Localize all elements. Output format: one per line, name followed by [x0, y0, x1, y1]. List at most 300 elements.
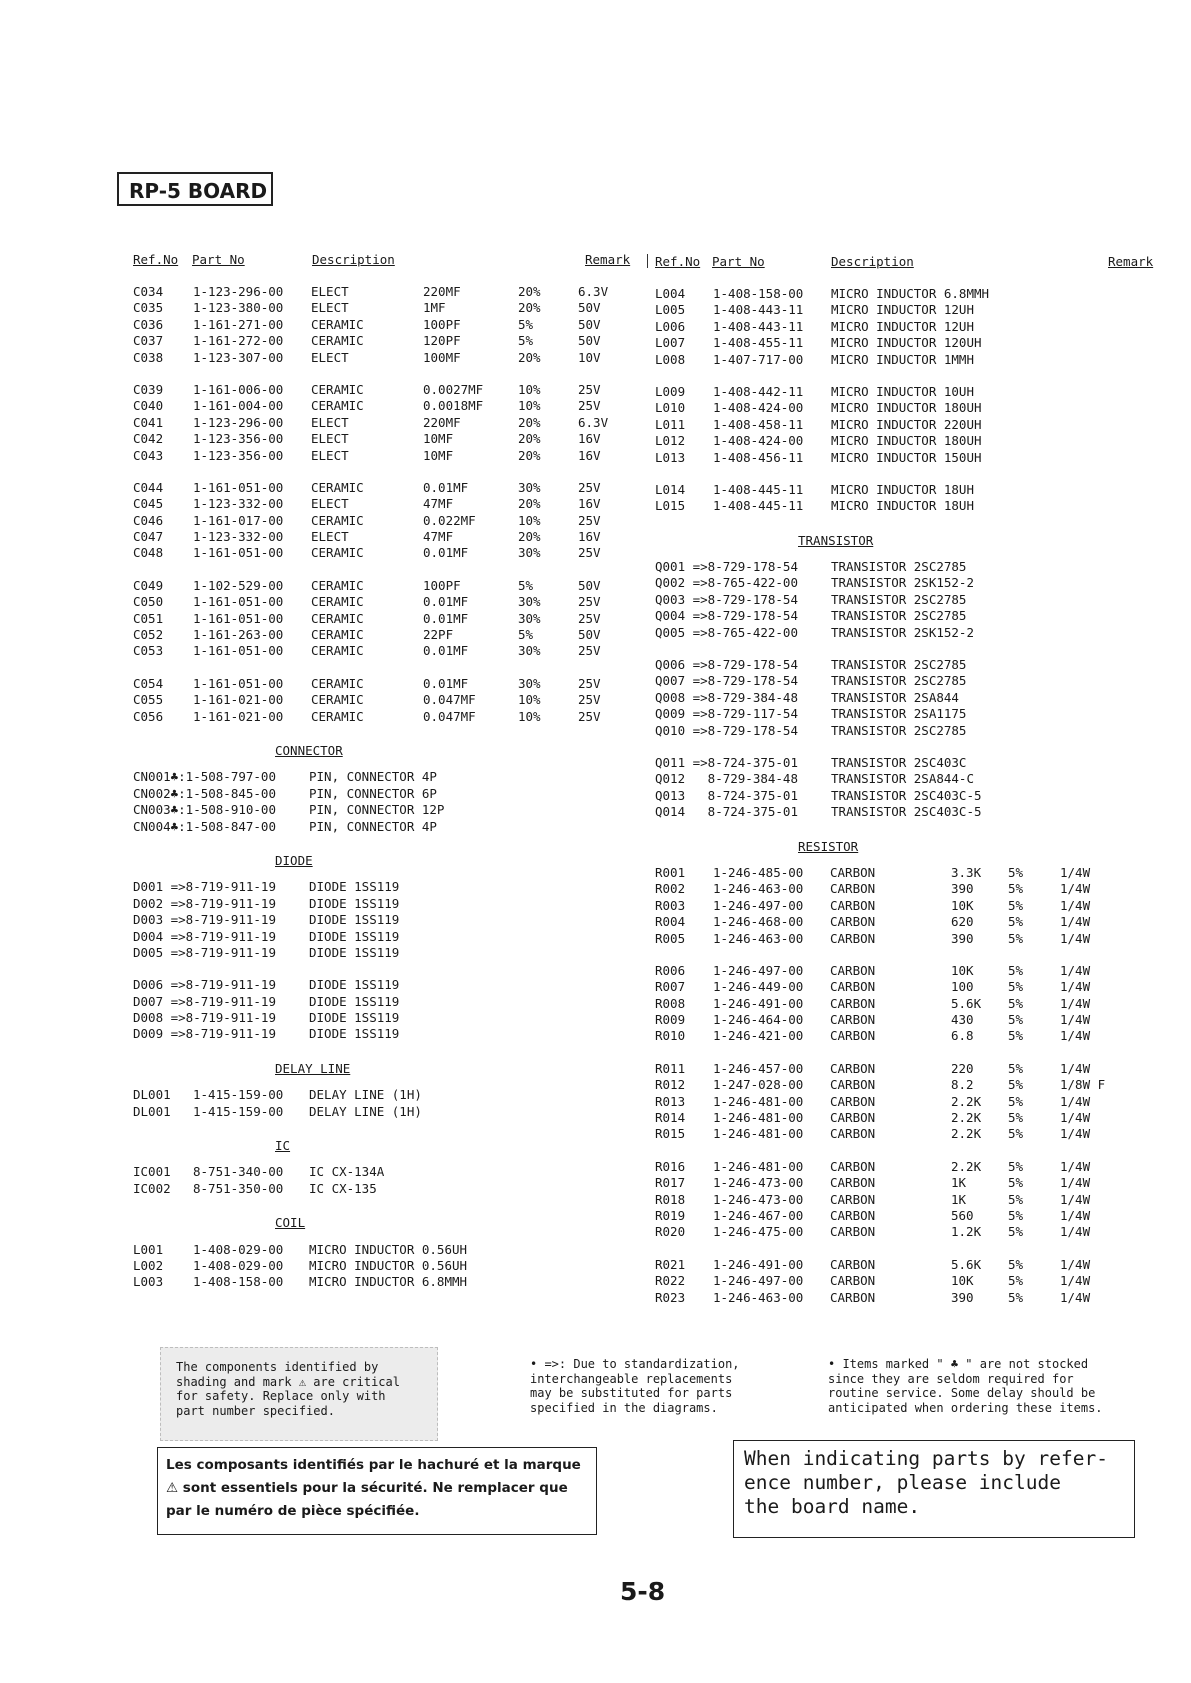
cell: CARBON — [830, 1012, 876, 1028]
cell: CERAMIC — [311, 594, 364, 610]
cell: CARBON — [830, 1093, 876, 1109]
cell: DIODE 1SS119 — [309, 879, 400, 895]
resistor-row — [655, 1110, 1155, 1126]
resistor-row — [655, 1208, 1155, 1224]
group-gap — [655, 947, 1155, 963]
cell: 16V — [578, 496, 601, 512]
cell: 390 — [951, 930, 974, 946]
cell: CARBON — [830, 897, 876, 913]
cell: C045 — [133, 496, 164, 512]
cell: 1-161-051-00 — [193, 675, 284, 691]
standardization-note: • =>: Due to standardization, interchangeable replacements may be substituted for parts specified in the diagrams. — [530, 1357, 740, 1415]
cell: DIODE 1SS119 — [309, 944, 400, 960]
cell: 5% — [1008, 1273, 1024, 1289]
cell: 8-751-340-00 — [193, 1164, 284, 1180]
diode-title — [133, 853, 643, 869]
cell: 1/4W — [1060, 881, 1091, 897]
cell: 5% — [1008, 1093, 1024, 1109]
cell: 1-408-456-11 — [713, 449, 804, 465]
cell: ELECT — [311, 496, 349, 512]
cell: 47MF — [423, 496, 454, 512]
capacitor-row — [133, 300, 643, 316]
cell: CARBON — [830, 1158, 876, 1174]
cell: 20% — [518, 496, 541, 512]
cell: 10% — [518, 381, 541, 397]
cell: R006 — [655, 962, 686, 978]
cell: 30% — [518, 610, 541, 626]
cell: 0.0027MF — [423, 381, 484, 397]
cell: TRANSISTOR 2SC2785 — [831, 591, 967, 607]
group-gap — [133, 961, 643, 977]
cell: L015 — [655, 498, 686, 514]
cell: MICRO INDUCTOR 12UH — [831, 302, 974, 318]
group-gap — [655, 1241, 1155, 1257]
group-gap — [655, 821, 1155, 837]
cell: 5% — [1008, 995, 1024, 1011]
resistor-row — [655, 1061, 1155, 1077]
cell: 1-161-051-00 — [193, 479, 284, 495]
resistor-row — [655, 979, 1155, 995]
connector-row — [133, 802, 643, 818]
cell: 30% — [518, 643, 541, 659]
cell: 20% — [518, 431, 541, 447]
cell: MICRO INDUCTOR 120UH — [831, 335, 982, 351]
cell: 1-246-473-00 — [713, 1175, 804, 1191]
delay-line-title-label: DELAY LINE — [275, 1060, 351, 1076]
cell: 10K — [951, 1273, 974, 1289]
cell: 50V — [578, 577, 601, 593]
cell: CARBON — [830, 1289, 876, 1305]
cell: L003 — [133, 1274, 164, 1290]
cell: 1-161-051-00 — [193, 643, 284, 659]
cell: C048 — [133, 545, 164, 561]
cell: Q004 =>8-729-178-54 — [655, 608, 798, 624]
cell: IC001 — [133, 1164, 171, 1180]
cell: 2.2K — [951, 1110, 982, 1126]
cell: MICRO INDUCTOR 6.8MMH — [309, 1274, 468, 1290]
cell: C034 — [133, 284, 164, 299]
cell: R009 — [655, 1012, 686, 1028]
cell: R011 — [655, 1060, 686, 1076]
cell: 2.2K — [951, 1126, 982, 1142]
cell: 10MF — [423, 447, 454, 463]
resistor-row — [655, 1012, 1155, 1028]
header-ref: Ref.No — [655, 254, 701, 269]
capacitor-row — [133, 333, 643, 349]
column-divider — [647, 254, 648, 268]
resistor-row — [655, 914, 1155, 930]
group-gap — [655, 1143, 1155, 1159]
cell: C050 — [133, 594, 164, 610]
cell: 1-246-463-00 — [713, 930, 804, 946]
cell: DIODE 1SS119 — [309, 993, 400, 1009]
cell: 1/4W — [1060, 1207, 1091, 1223]
cell: 1-246-421-00 — [713, 1028, 804, 1044]
transistor-row — [655, 657, 1155, 673]
cell: 1/4W — [1060, 1110, 1091, 1126]
board-title: RP-5 BOARD — [117, 172, 273, 206]
capacitor-row — [133, 398, 643, 414]
cell: R019 — [655, 1207, 686, 1223]
capacitor-row — [133, 627, 643, 643]
cell: 0.01MF — [423, 643, 469, 659]
cell: DL001 — [133, 1087, 171, 1103]
resistor-row — [655, 865, 1155, 881]
header-description: Description — [312, 252, 395, 267]
header-ref: Ref.No — [133, 252, 179, 267]
cell: C047 — [133, 529, 164, 545]
cell: MICRO INDUCTOR 6.8MMH — [831, 286, 990, 301]
connector-row — [133, 769, 643, 785]
cell: 8.2 — [951, 1077, 974, 1093]
cell: 1-161-017-00 — [193, 512, 284, 528]
cell: R007 — [655, 979, 686, 995]
transistor-row — [655, 706, 1155, 722]
cell: 25V — [578, 708, 601, 724]
cell: C037 — [133, 333, 164, 349]
cell: 1-246-457-00 — [713, 1060, 804, 1076]
transistor-title-label: TRANSISTOR — [798, 532, 874, 548]
cell: D005 =>8-719-911-19 — [133, 944, 276, 960]
group-gap — [133, 1043, 643, 1059]
connector-title — [133, 743, 643, 759]
resistor-row — [655, 1192, 1155, 1208]
cell: MICRO INDUCTOR 0.56UH — [309, 1241, 468, 1257]
cell: DELAY LINE (1H) — [309, 1103, 422, 1119]
cell: 10K — [951, 962, 974, 978]
resistor-row — [655, 1094, 1155, 1110]
cell: 1-161-271-00 — [193, 316, 284, 332]
cell: L006 — [655, 318, 686, 334]
cell: 100PF — [423, 316, 461, 332]
cell: 1-408-443-11 — [713, 318, 804, 334]
cell: ELECT — [311, 447, 349, 463]
cell: L014 — [655, 481, 686, 497]
delay-line-row — [133, 1087, 643, 1103]
cell: 1-407-717-00 — [713, 351, 804, 367]
cell: ELECT — [311, 431, 349, 447]
diode-title-label: DIODE — [275, 852, 313, 868]
cell: 1-123-307-00 — [193, 349, 284, 365]
cell: 10K — [951, 897, 974, 913]
cell: 50V — [578, 627, 601, 643]
group-gap — [133, 1197, 643, 1213]
cell: CARBON — [830, 1207, 876, 1223]
coil-title — [133, 1215, 643, 1231]
cell: Q007 =>8-729-178-54 — [655, 673, 798, 689]
cell: L005 — [655, 302, 686, 318]
cell: 5% — [1008, 930, 1024, 946]
cell: 1-161-272-00 — [193, 333, 284, 349]
cell: R016 — [655, 1158, 686, 1174]
header-remark: Remark — [1108, 254, 1154, 269]
cell: 1-123-356-00 — [193, 431, 284, 447]
cell: 1-246-464-00 — [713, 1012, 804, 1028]
capacitor-row — [133, 284, 643, 300]
diode-row — [133, 994, 643, 1010]
cell: 1-123-356-00 — [193, 447, 284, 463]
cell: CARBON — [830, 979, 876, 995]
cell: 1/4W — [1060, 864, 1091, 880]
delay-line-row — [133, 1104, 643, 1120]
cell: 22PF — [423, 627, 454, 643]
cell: 430 — [951, 1012, 974, 1028]
cell: 0.047MF — [423, 708, 476, 724]
cell: 1-123-332-00 — [193, 529, 284, 545]
cell: R023 — [655, 1289, 686, 1305]
cell: 1-408-029-00 — [193, 1241, 284, 1257]
cell: R020 — [655, 1224, 686, 1240]
cell: TRANSISTOR 2SA844-C — [831, 771, 974, 787]
cell: CN002♣:1-508-845-00 — [133, 785, 276, 801]
cell: 1/4W — [1060, 1191, 1091, 1207]
cell: 1/4W — [1060, 995, 1091, 1011]
group-gap — [655, 641, 1155, 657]
cell: PIN, CONNECTOR 4P — [309, 818, 437, 834]
cell: 1-415-159-00 — [193, 1103, 284, 1119]
transistor-row — [655, 625, 1155, 641]
cell: TRANSISTOR 2SC2785 — [831, 559, 967, 575]
cell: Q006 =>8-729-178-54 — [655, 657, 798, 673]
cell: 20% — [518, 284, 541, 299]
french-safety-note: Les composants identifiés par le hachuré et la marque ⚠ sont essentiels pour la sécurité. Ne remplacer que par le numéro de pièce spécifiée. — [157, 1447, 597, 1535]
right-parts-column — [655, 254, 1155, 1306]
header-description: Description — [831, 254, 914, 269]
cell: 220 — [951, 1060, 974, 1076]
cell: C055 — [133, 692, 164, 708]
cell: 100MF — [423, 349, 461, 365]
cell: CARBON — [830, 995, 876, 1011]
cell: ELECT — [311, 349, 349, 365]
cell: C049 — [133, 577, 164, 593]
capacitor-row — [133, 415, 643, 431]
cell: DIODE 1SS119 — [309, 912, 400, 928]
cell: L012 — [655, 433, 686, 449]
cell: TRANSISTOR 2SC403C-5 — [831, 787, 982, 803]
cell: L010 — [655, 400, 686, 416]
cell: 5% — [1008, 881, 1024, 897]
cell: L009 — [655, 383, 686, 399]
capacitor-row — [133, 643, 643, 659]
capacitor-row — [133, 676, 643, 692]
cell: 25V — [578, 479, 601, 495]
resistor-row — [655, 1273, 1155, 1289]
cell: 5% — [1008, 1191, 1024, 1207]
cell: DIODE 1SS119 — [309, 928, 400, 944]
cell: C053 — [133, 643, 164, 659]
cell: 20% — [518, 414, 541, 430]
resistor-row — [655, 1224, 1155, 1240]
cell: 6.8 — [951, 1028, 974, 1044]
cell: 1-246-485-00 — [713, 864, 804, 880]
cell: 16V — [578, 447, 601, 463]
cell: CARBON — [830, 1110, 876, 1126]
cell: Q001 =>8-729-178-54 — [655, 559, 798, 575]
group-gap — [655, 739, 1155, 755]
cell: L002 — [133, 1257, 164, 1273]
cell: C046 — [133, 512, 164, 528]
ic-row — [133, 1181, 643, 1197]
stock-note: • Items marked " ♣ " are not stocked since they are seldom required for routine service. Some delay should be anticipated when ordering these items. — [828, 1357, 1103, 1415]
resistor-title — [655, 839, 1155, 855]
cell: 0.0018MF — [423, 398, 484, 414]
cell: 1-123-296-00 — [193, 414, 284, 430]
cell: 5% — [1008, 914, 1024, 930]
group-gap — [133, 562, 643, 578]
cell: 25V — [578, 398, 601, 414]
cell: 1-246-497-00 — [713, 962, 804, 978]
cell: 2.2K — [951, 1158, 982, 1174]
cell: 1/4W — [1060, 1224, 1091, 1240]
cell: CARBON — [830, 914, 876, 930]
transistor-title — [655, 533, 1155, 549]
cell: 0.01MF — [423, 610, 469, 626]
inductor-row — [655, 400, 1155, 416]
diode-row — [133, 977, 643, 993]
cell: MICRO INDUCTOR 0.56UH — [309, 1257, 468, 1273]
cell: R010 — [655, 1028, 686, 1044]
cell: CERAMIC — [311, 512, 364, 528]
resistor-row — [655, 931, 1155, 947]
cell: TRANSISTOR 2SC2785 — [831, 608, 967, 624]
cell: IC002 — [133, 1180, 171, 1196]
connector-row — [133, 819, 643, 835]
cell: 1-246-497-00 — [713, 1273, 804, 1289]
cell: 1-246-473-00 — [713, 1191, 804, 1207]
cell: CARBON — [830, 1273, 876, 1289]
cell: 1-161-051-00 — [193, 610, 284, 626]
capacitor-row — [133, 709, 643, 725]
resistor-row — [655, 1175, 1155, 1191]
cell: C054 — [133, 675, 164, 691]
cell: D008 =>8-719-911-19 — [133, 1010, 276, 1026]
board-name-note: When indicating parts by refer- ence number, please include the board name. — [733, 1440, 1135, 1538]
cell: D004 =>8-719-911-19 — [133, 928, 276, 944]
cell: 1-161-006-00 — [193, 381, 284, 397]
cell: D003 =>8-719-911-19 — [133, 912, 276, 928]
inductor-row — [655, 319, 1155, 335]
ic-row — [133, 1164, 643, 1180]
cell: CARBON — [830, 881, 876, 897]
cell: 1-161-021-00 — [193, 708, 284, 724]
cell: 1-246-481-00 — [713, 1126, 804, 1142]
cell: CARBON — [830, 930, 876, 946]
cell: 5% — [1008, 1028, 1024, 1044]
cell: 1-123-380-00 — [193, 300, 284, 316]
cell: 1/4W — [1060, 962, 1091, 978]
cell: 1/4W — [1060, 979, 1091, 995]
cell: 220MF — [423, 414, 461, 430]
cell: 20% — [518, 529, 541, 545]
cell: CERAMIC — [311, 545, 364, 561]
cell: 25V — [578, 675, 601, 691]
cell: 1/4W — [1060, 1273, 1091, 1289]
cell: D007 =>8-719-911-19 — [133, 993, 276, 1009]
cell: 1-408-458-11 — [713, 416, 804, 432]
transistor-row — [655, 771, 1155, 787]
cell: 5% — [518, 316, 534, 332]
safety-note: The components identified by shading and mark ⚠ are critical for safety. Replace only with part number specified. — [160, 1347, 438, 1441]
cell: C043 — [133, 447, 164, 463]
transistor-row — [655, 788, 1155, 804]
cell: DELAY LINE (1H) — [309, 1087, 422, 1103]
cell: 5% — [1008, 1207, 1024, 1223]
cell: 1/8W F — [1060, 1077, 1106, 1093]
cell: DIODE 1SS119 — [309, 1010, 400, 1026]
cell: C044 — [133, 479, 164, 495]
coil-row — [133, 1274, 643, 1290]
header-part: Part No — [192, 252, 245, 267]
cell: 30% — [518, 675, 541, 691]
cell: 100 — [951, 979, 974, 995]
cell: CERAMIC — [311, 708, 364, 724]
cell: 5% — [1008, 1012, 1024, 1028]
cell: 1-246-467-00 — [713, 1207, 804, 1223]
inductor-row — [655, 450, 1155, 466]
coil-title-label: COIL — [275, 1215, 306, 1231]
column-header — [655, 254, 1155, 270]
connector-row — [133, 786, 643, 802]
cell: 30% — [518, 545, 541, 561]
cell: MICRO INDUCTOR 150UH — [831, 449, 982, 465]
cell: ELECT — [311, 284, 349, 299]
cell: R001 — [655, 864, 686, 880]
diode-row — [133, 945, 643, 961]
capacitor-row — [133, 350, 643, 366]
cell: R002 — [655, 881, 686, 897]
cell: 1-246-491-00 — [713, 995, 804, 1011]
cell: 25V — [578, 594, 601, 610]
cell: 6.3V — [578, 414, 609, 430]
header-remark: Remark — [585, 252, 631, 267]
cell: 3.3K — [951, 864, 982, 880]
cell: R003 — [655, 897, 686, 913]
cell: 16V — [578, 529, 601, 545]
cell: C039 — [133, 381, 164, 397]
group-gap — [655, 1045, 1155, 1061]
cell: 1-408-443-11 — [713, 302, 804, 318]
cell: PIN, CONNECTOR 4P — [309, 769, 437, 785]
cell: MICRO INDUCTOR 18UH — [831, 498, 974, 514]
cell: CERAMIC — [311, 627, 364, 643]
cell: 1-415-159-00 — [193, 1087, 284, 1103]
cell: CARBON — [830, 1224, 876, 1240]
capacitor-row — [133, 317, 643, 333]
cell: 5% — [518, 333, 534, 349]
cell: TRANSISTOR 2SC403C — [831, 754, 967, 770]
cell: 47MF — [423, 529, 454, 545]
resistor-row — [655, 1077, 1155, 1093]
cell: 1-161-051-00 — [193, 594, 284, 610]
cell: 16V — [578, 431, 601, 447]
cell: 1-408-029-00 — [193, 1257, 284, 1273]
cell: 5% — [1008, 979, 1024, 995]
cell: 0.01MF — [423, 675, 469, 691]
page-number: 5-8 — [620, 1577, 666, 1606]
cell: 100PF — [423, 577, 461, 593]
cell: 0.01MF — [423, 545, 469, 561]
group-gap — [133, 835, 643, 851]
cell: TRANSISTOR 2SC2785 — [831, 673, 967, 689]
capacitor-row — [133, 611, 643, 627]
cell: 220MF — [423, 284, 461, 299]
cell: L008 — [655, 351, 686, 367]
cell: 5% — [1008, 1289, 1024, 1305]
cell: MICRO INDUCTOR 18UH — [831, 481, 974, 497]
cell: 1-408-424-00 — [713, 433, 804, 449]
cell: Q009 =>8-729-117-54 — [655, 706, 798, 722]
group-gap — [133, 1120, 643, 1136]
